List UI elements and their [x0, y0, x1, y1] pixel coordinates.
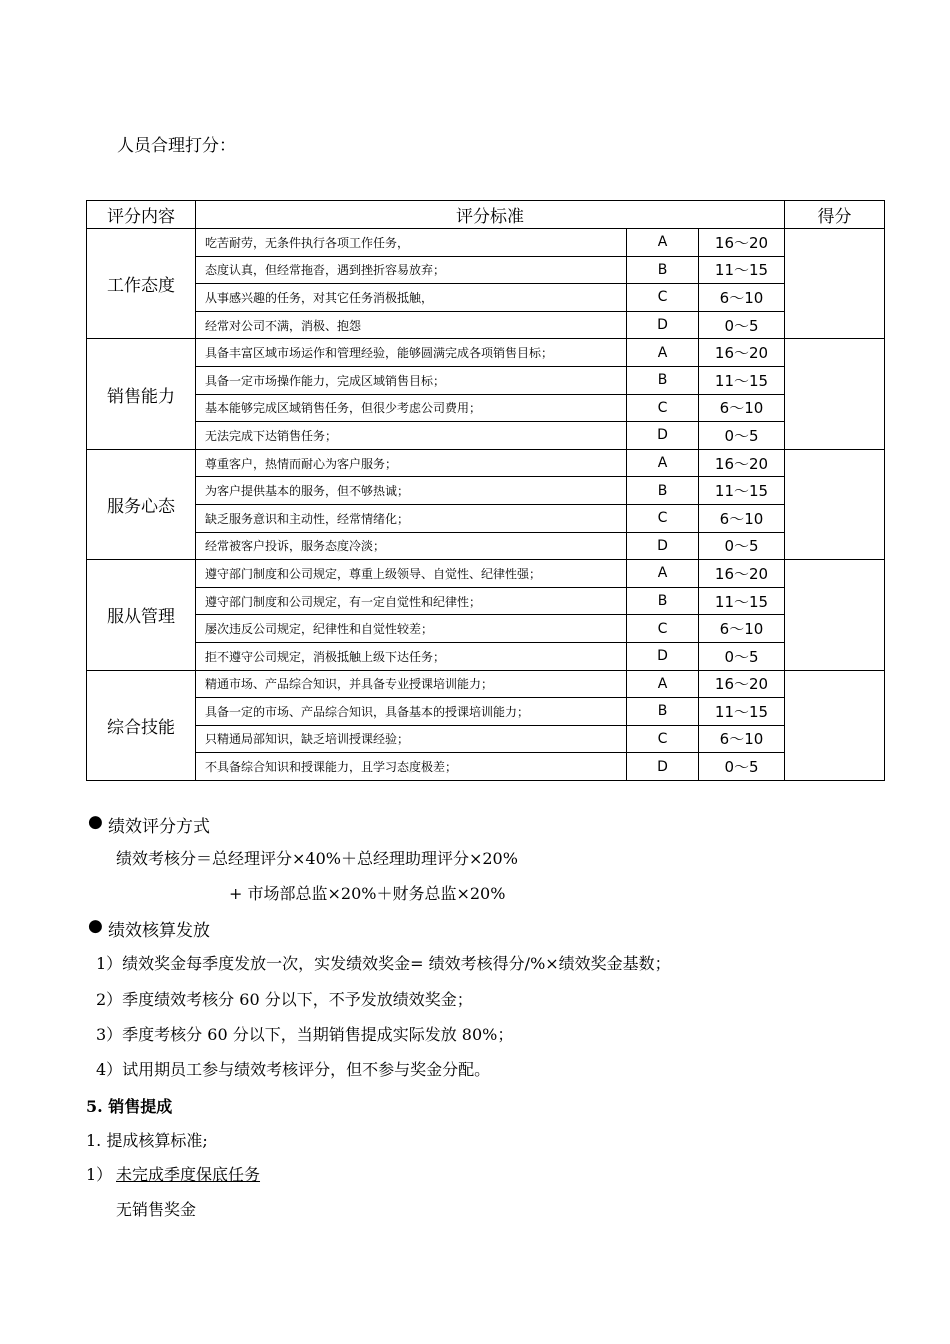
criterion-cell: 精通市场、产品综合知识，并具备专业授课培训能力； — [196, 670, 627, 698]
criterion-cell: 基本能够完成区域销售任务，但很少考虑公司费用； — [196, 394, 627, 422]
payout-item-3: 3）季度考核分 60 分以下，当期销售提成实际发放 80%； — [96, 1025, 514, 1044]
range-cell: 6～10 — [699, 284, 785, 312]
intro-text: 人员合理打分： — [117, 136, 236, 156]
grade-cell: A — [627, 449, 699, 477]
grade-cell: D — [627, 311, 699, 339]
table-row — [87, 615, 885, 643]
criterion-cell: 经常被客户投诉，服务态度冷淡； — [196, 532, 627, 560]
grade-cell: B — [627, 698, 699, 726]
criterion-cell: 具备一定市场操作能力，完成区域销售目标； — [196, 366, 627, 394]
table-row — [87, 394, 885, 422]
range-cell: 11～15 — [699, 477, 785, 505]
formula-line-2: + 市场部总监×20%＋财务总监×20% — [229, 884, 506, 903]
range-cell: 16～20 — [699, 670, 785, 698]
grade-cell: B — [627, 366, 699, 394]
grade-cell: C — [627, 394, 699, 422]
category-cell: 销售能力 — [87, 339, 196, 449]
table-row — [87, 339, 885, 367]
range-cell: 11～15 — [699, 256, 785, 284]
perf-method-title: 绩效评分方式 — [108, 817, 210, 837]
section-5-item1-prefix: 1） — [86, 1165, 113, 1184]
category-cell: 综合技能 — [87, 670, 196, 780]
grade-cell: B — [627, 256, 699, 284]
range-cell: 6～10 — [699, 504, 785, 532]
range-cell: 0～5 — [699, 532, 785, 560]
table-row — [87, 504, 885, 532]
grade-cell: C — [627, 504, 699, 532]
grade-cell: B — [627, 587, 699, 615]
criterion-cell: 缺乏服务意识和主动性，经常情绪化； — [196, 504, 627, 532]
criterion-cell: 具备丰富区域市场运作和管理经验，能够圆满完成各项销售目标； — [196, 339, 627, 367]
range-cell: 11～15 — [699, 366, 785, 394]
table-row — [87, 366, 885, 394]
table-row — [87, 587, 885, 615]
scoring-table — [86, 200, 885, 781]
range-cell: 6～10 — [699, 394, 785, 422]
grade-cell: C — [627, 725, 699, 753]
criterion-cell: 无法完成下达销售任务； — [196, 422, 627, 450]
score-cell[interactable] — [785, 449, 885, 559]
range-cell: 0～5 — [699, 753, 785, 781]
bullet-icon: ● — [88, 812, 103, 832]
range-cell: 16～20 — [699, 229, 785, 257]
table-row — [87, 477, 885, 505]
table-row — [87, 311, 885, 339]
category-cell: 工作态度 — [87, 229, 196, 339]
perf-payout-title: 绩效核算发放 — [108, 921, 210, 941]
table-row — [87, 753, 885, 781]
section-5-sub1: 1. 提成核算标准; — [86, 1131, 208, 1150]
range-cell: 11～15 — [699, 698, 785, 726]
range-cell: 11～15 — [699, 587, 785, 615]
formula-line-1: 绩效考核分＝总经理评分×40%＋总经理助理评分×20% — [116, 849, 518, 868]
table-row — [87, 532, 885, 560]
category-cell: 服务心态 — [87, 449, 196, 559]
criterion-cell: 吃苦耐劳，无条件执行各项工作任务， — [196, 229, 627, 257]
table-row — [87, 256, 885, 284]
table-row — [87, 725, 885, 753]
bullet-icon: ● — [88, 916, 103, 936]
range-cell: 0～5 — [699, 422, 785, 450]
criterion-cell: 尊重客户，热情而耐心为客户服务； — [196, 449, 627, 477]
range-cell: 0～5 — [699, 311, 785, 339]
grade-cell: D — [627, 642, 699, 670]
grade-cell: D — [627, 753, 699, 781]
criterion-cell: 拒不遵守公司规定，消极抵触上级下达任务； — [196, 642, 627, 670]
criterion-cell: 不具备综合知识和授课能力，且学习态度极差； — [196, 753, 627, 781]
table-body — [87, 229, 885, 781]
range-cell: 6～10 — [699, 615, 785, 643]
score-cell[interactable] — [785, 339, 885, 449]
grade-cell: B — [627, 477, 699, 505]
section-5-item1: 未完成季度保底任务 — [116, 1165, 261, 1184]
table-row — [87, 670, 885, 698]
table-header-row — [87, 201, 885, 229]
criterion-cell: 为客户提供基本的服务，但不够热诚； — [196, 477, 627, 505]
criterion-cell: 态度认真，但经常拖沓，遇到挫折容易放弃； — [196, 256, 627, 284]
range-cell: 6～10 — [699, 725, 785, 753]
grade-cell: A — [627, 670, 699, 698]
range-cell: 16～20 — [699, 560, 785, 588]
payout-item-4: 4）试用期员工参与绩效考核评分，但不参与奖金分配。 — [96, 1060, 491, 1079]
table-row — [87, 642, 885, 670]
table-row — [87, 449, 885, 477]
range-cell: 16～20 — [699, 339, 785, 367]
criterion-cell: 屡次违反公司规定，纪律性和自觉性较差； — [196, 615, 627, 643]
table-row — [87, 284, 885, 312]
table-row — [87, 560, 885, 588]
payout-item-2: 2）季度绩效考核分 60 分以下，不予发放绩效奖金； — [96, 990, 473, 1009]
range-cell: 0～5 — [699, 642, 785, 670]
table-row — [87, 422, 885, 450]
grade-cell: C — [627, 284, 699, 312]
header-score: 得分 — [785, 201, 885, 229]
grade-cell: D — [627, 422, 699, 450]
criterion-cell: 具备一定的市场、产品综合知识，具备基本的授课培训能力； — [196, 698, 627, 726]
section-5-item1-detail: 无销售奖金 — [116, 1200, 197, 1219]
score-cell[interactable] — [785, 229, 885, 339]
grade-cell: A — [627, 339, 699, 367]
grade-cell: A — [627, 560, 699, 588]
header-content: 评分内容 — [87, 201, 196, 229]
section-5-title: 5. 销售提成 — [86, 1097, 173, 1116]
category-cell: 服从管理 — [87, 560, 196, 670]
criterion-cell: 遵守部门制度和公司规定，尊重上级领导、自觉性、纪律性强； — [196, 560, 627, 588]
criterion-cell: 经常对公司不满，消极、抱怨 — [196, 311, 627, 339]
grade-cell: A — [627, 229, 699, 257]
criterion-cell: 只精通局部知识，缺乏培训授课经验； — [196, 725, 627, 753]
score-cell[interactable] — [785, 670, 885, 780]
grade-cell: D — [627, 532, 699, 560]
score-cell[interactable] — [785, 560, 885, 670]
criterion-cell: 遵守部门制度和公司规定，有一定自觉性和纪律性； — [196, 587, 627, 615]
range-cell: 16～20 — [699, 449, 785, 477]
criterion-cell: 从事感兴趣的任务，对其它任务消极抵触， — [196, 284, 627, 312]
header-criteria: 评分标准 — [196, 201, 785, 229]
grade-cell: C — [627, 615, 699, 643]
table-row — [87, 698, 885, 726]
table-row — [87, 229, 885, 257]
payout-item-1: 1）绩效奖金每季度发放一次，实发绩效奖金= 绩效考核得分/%×绩效奖金基数； — [96, 954, 671, 973]
